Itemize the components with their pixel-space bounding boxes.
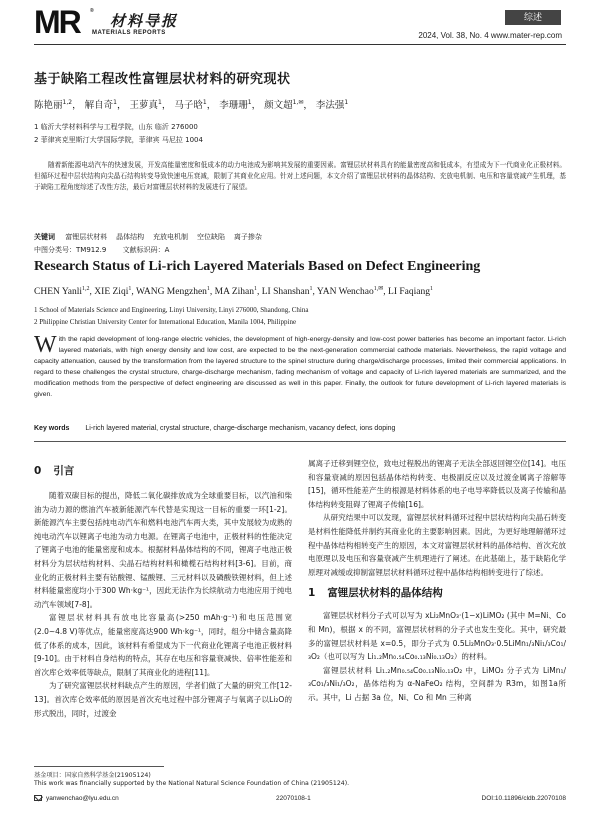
- author-cn: 马子晗: [174, 100, 203, 111]
- separator-rule: [34, 441, 566, 442]
- affiliation-en-2: 2 Philippine Christian University Center for International Education, Manila 1004, Philippine: [34, 318, 297, 326]
- affiliation-en-1: 1 School of Materials Science and Engineering, Linyi University, Linyi 276000, Shandong, China: [34, 306, 309, 314]
- keywords-cn-label: 关键词: [34, 233, 55, 241]
- footnote-rule: [34, 766, 164, 767]
- author-cn: 解自奇: [84, 100, 114, 111]
- keyword-cn: 富锂层状材料: [65, 233, 108, 241]
- paragraph: 富锂层状材料具有放电比容量高(>250 mAh·g⁻¹)和电压范围宽(2.0~4.8 V)等优点，能量密度高达900 Wh·kg⁻¹，同时，组分中储含量高降低了体系的成本，因此，该材料有希望成为下一代商业化锂离子电池正极材料[9-10]。由于材料自身结构的特点，其存在电压和容量衰减快、倍率性能差和首次库仑效率低等缺点，限制了其商业化的进程[11]。: [34, 613, 292, 677]
- paragraph: 属离子迁移到锂空位，致电过程脱出的锂离子无法全部返回锂空位[14]。电压和容量衰减的原因包括晶体结构转变、电极副反应以及过渡金属离子溶解等[15]，循环性能差产生的根源是材料体系的电子电导率降低以及离子传输和晶体结构转变阻碍了锂离子传输[16]。: [308, 459, 566, 509]
- logo-en: MATERIALS REPORTS: [92, 30, 166, 36]
- author-cn: 颜文超: [264, 100, 293, 111]
- logo-cn: 材料导报: [110, 12, 179, 30]
- author-en: YAN Wenchao: [316, 287, 374, 298]
- mail-icon: [34, 795, 42, 801]
- classification-line: [34, 245, 183, 255]
- section-0-heading: 0 引言: [34, 465, 75, 477]
- column-tag: 综述: [505, 10, 561, 25]
- funding-en: This work was financially supported by the National Natural Science Foundation of China (21905124).: [34, 780, 350, 787]
- corresponding-email: yanwenchao@lyu.edu.cn: [34, 795, 119, 802]
- author-en: WANG Mengzhen: [135, 287, 207, 298]
- page-number: 22070108-1: [276, 795, 311, 802]
- paragraph: 随着双碳目标的提出，降低二氧化碳排放成为全球重要目标，以汽油和柴油为动力源的燃油汽车被新能源汽车代替是实现这一目标的重要一环[1-2]。新能源汽车主要包括纯电动汽车和燃料电池汽车两大类，其中发展较为成熟的纯电动汽车以锂离子电池为动力电源。在锂离子电池中，正极材料的性能决定了锂离子电池的能量密度和成本。根据材料晶体结构的不同，锂离子电池正极材料分为层状结构材料、尖晶石结构材料和橄榄石结构材料[3-6]。目前，商业化的正极材料主要有钴酸锂、锰酸锂、三元材料以及磷酸铁锂材料，但上述材料能量密度均小于300 Wh·kg⁻¹，因此无法作为长续航动力电池应用于纯电动汽车领域[7-8]。: [34, 491, 292, 609]
- author-cn: 王萝真: [129, 100, 158, 111]
- affiliation-cn-1: 1 临沂大学材料科学与工程学院，山东 临沂 276000: [34, 123, 198, 131]
- author-en: MA Zihan: [214, 287, 254, 298]
- paragraph: 富锂层状材料分子式可以写为 xLi₂MnO₃·(1−x)LiMO₂ (其中 M=Ni、Co 和 Mn)，根据 x 的不同，富锂层状材料的分子式也发生变化。其中，研究最多的富锂层状材料是 x=0.5，即分子式为 0.5Li₂MnO₃·0.5LiMn₁/₃Ni₁/₃Co₁/₃O₂（也可以写为 Li₁.₂Mn₀.₅₄Co₀.₁₃Ni₀.₁₃O₂）的材料。: [308, 611, 566, 662]
- affiliation-cn-2: 2 菲律宾克里斯汀大学国际学院，菲律宾 马尼拉 1004: [34, 136, 203, 144]
- section-1-heading: 1 富锂层状材料的晶体结构: [308, 587, 443, 600]
- keyword-cn: 充放电机制: [153, 233, 189, 241]
- paragraph: 富锂层状材料 Li₁.₂Mn₀.₅₄Co₀.₁₃Ni₀.₁₃O₂ 中，LiMO₂ 分子式为 LiMn₁/₃Co₁/₃Ni₁/₃O₂，晶体结构为 α-NaFeO₂ 结构，空间群为 R3m，如图1a所示。其中，Li 占据 3a 位，Ni、Co 和 Mn 三种离: [308, 665, 566, 702]
- abstract-en-text: ith the rapid development of long-range electric vehicles, the development of high-energy-density and low-cost power batteries has become an important factor. Li-rich layered materials, with high energy density and low cost, are expected to be the next-generation commercial cathode materials. Nevertheless, the rapid voltage and capacity attenuation, caused by the transformation from the layered structure to the spinel structure during charge/discharge processes, limited their commercial applications. In regard to these challenges the crystal structure, charge-discharge mechanism, fading mechanism of voltage and capacity of Li-rich layered materials are summarized, and the modification methods from the perspective of defect engineering are discussed as well in this paper. Finally, the outlook for future development of Li-rich layered materials is given.: [34, 336, 566, 398]
- dropcap: W: [34, 332, 57, 358]
- author-cn: 陈艳丽: [34, 100, 63, 111]
- clc-number: 中图分类号：TM912.9: [34, 246, 107, 254]
- keyword-cn: 离子掺杂: [233, 233, 262, 241]
- body-left-column: [34, 489, 292, 720]
- body-right-column: [308, 457, 566, 705]
- funding-cn: 基金项目：国家自然科学基金(21905124): [34, 772, 151, 779]
- author-en: CHEN Yanli: [34, 287, 83, 298]
- paragraph: 从研究结果中可以发现，富锂层状材料循环过程中层状结构向尖晶石转变是材料性能降低并制约其商业化的主要影响因素。因此，为更好地理解循环过程中晶体结构相转变产生的原因，本文对富锂层状材料的晶体结构、首次充放电原理以及电压和容量衰减产生机理进行了阐述。在此基础上，基于缺陷化学原理对减缓或抑制富锂层状材料循环过程中晶体结构相转变进行了综述。: [308, 513, 566, 577]
- author-en: LI Shanshan: [261, 287, 310, 298]
- author-cn: 李法强: [315, 100, 345, 111]
- paragraph: 为了研究富锂层状材料缺点产生的原因，学者们做了大量的研究工作[12-13]。首次库仑效率低的原因是首次充电过程中部分锂离子与氧离子以Li₂O的形式脱出，同时，过渡金: [34, 681, 292, 718]
- author-cn: 李珊珊: [219, 100, 248, 111]
- abstract-en: [34, 334, 566, 400]
- registered-mark: ®: [90, 8, 94, 14]
- doc-code: 文献标识码：A: [122, 246, 170, 254]
- issue-line: 2024, Vol. 38, No. 4 www.mater-rep.com: [418, 31, 562, 40]
- journal-logo: [34, 6, 204, 40]
- keywords-en-label: Key words: [34, 425, 70, 432]
- keywords-en: [34, 425, 395, 432]
- author-en: XIE Ziqi: [94, 287, 129, 298]
- authors-cn: 陈艳丽$^{1,2}$， 解自奇$^1$， 王萝真$^1$， 马子晗$^1$， 李珊珊$^1$， 颜文超$^{1,✉}$， 李法强$^1$: [34, 98, 349, 111]
- doi: DOI:10.11896/cldb.22070108: [481, 795, 566, 802]
- header-rule: [34, 44, 566, 45]
- keywords-cn: [34, 232, 262, 242]
- author-en: LI Faqiang: [388, 287, 430, 298]
- keyword-cn: 空位缺陷: [196, 233, 225, 241]
- section-1-spacer: [308, 579, 566, 609]
- logo-mark: MR: [34, 4, 80, 40]
- authors-en: CHEN Yanli$^{1,2}$, XIE Ziqi$^1$, WANG Mengzhen$^1$, MA Zihan$^1$, LI Shanshan$^1$, YAN Wenchao$^{1,✉}$, LI Faqiang$^1$: [34, 286, 433, 298]
- title-en: Research Status of Li-rich Layered Materials Based on Defect Engineering: [34, 259, 481, 274]
- title-cn: 基于缺陷工程改性富锂层状材料的研究现状: [34, 72, 291, 87]
- keyword-cn: 晶体结构: [116, 233, 145, 241]
- keywords-en-text: Li-rich layered material, crystal structure, charge-discharge mechanism, vacancy defect, ions doping: [85, 425, 396, 432]
- abstract-cn: 随着新能源电动汽车的快速发展，开发高能量密度和低成本的动力电池成为影响其发展的重要因素。富锂层状材料具有的能量密度高和低成本，有望成为下一代商业化正极材料。但循环过程中层状结构向尖晶石结构转变导致快速电压衰减，限制了其商业化应用。针对上述问题，本文介绍了富锂层状材料的晶体结构、充放电机制、电压和容量衰减产生机理，基于缺陷工程角度综述了改性方法，最后对富锂层状材料的发展进行了展望。: [34, 161, 566, 191]
